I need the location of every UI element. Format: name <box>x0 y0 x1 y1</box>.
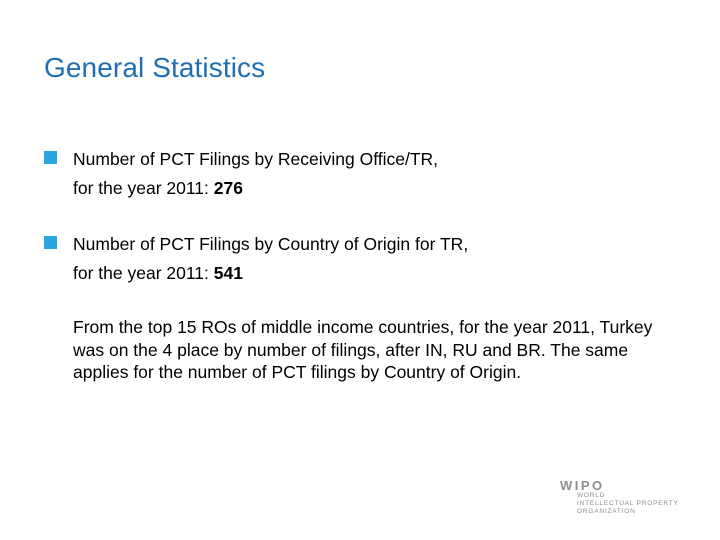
logo-line-1: WORLD <box>577 492 606 499</box>
bullet-line-2-label: for the year 2011: <box>73 263 214 283</box>
page-title: General Statistics <box>44 52 266 83</box>
bullet-value: 276 <box>213 178 243 198</box>
logo-subtitle <box>577 492 679 516</box>
bullet-value: 541 <box>213 263 243 283</box>
bullet-text <box>73 230 468 288</box>
bullet-square-icon <box>44 236 57 249</box>
logo-line-3: ORGANIZATION <box>577 508 636 515</box>
wipo-logo <box>560 478 710 518</box>
bullet-line-1: Number of PCT Filings by Receiving Office/TR, <box>73 149 439 169</box>
bullet-line-1: Number of PCT Filings by Country of Origin for TR, <box>73 234 469 254</box>
bullet-text <box>73 145 438 203</box>
bullet-square-icon <box>44 151 57 164</box>
logo-line-2: INTELLECTUAL PROPERTY <box>577 500 679 507</box>
logo-wordmark: WIPO <box>560 478 605 493</box>
bullet-line-2-label: for the year 2011: <box>73 178 214 198</box>
summary-paragraph: From the top 15 ROs of middle income countries, for the year 2011, Turkey was on the 4 place by number of filings, after IN, RU and BR. The same applies for the number of PCT filings by Country of Origin. <box>73 317 653 382</box>
